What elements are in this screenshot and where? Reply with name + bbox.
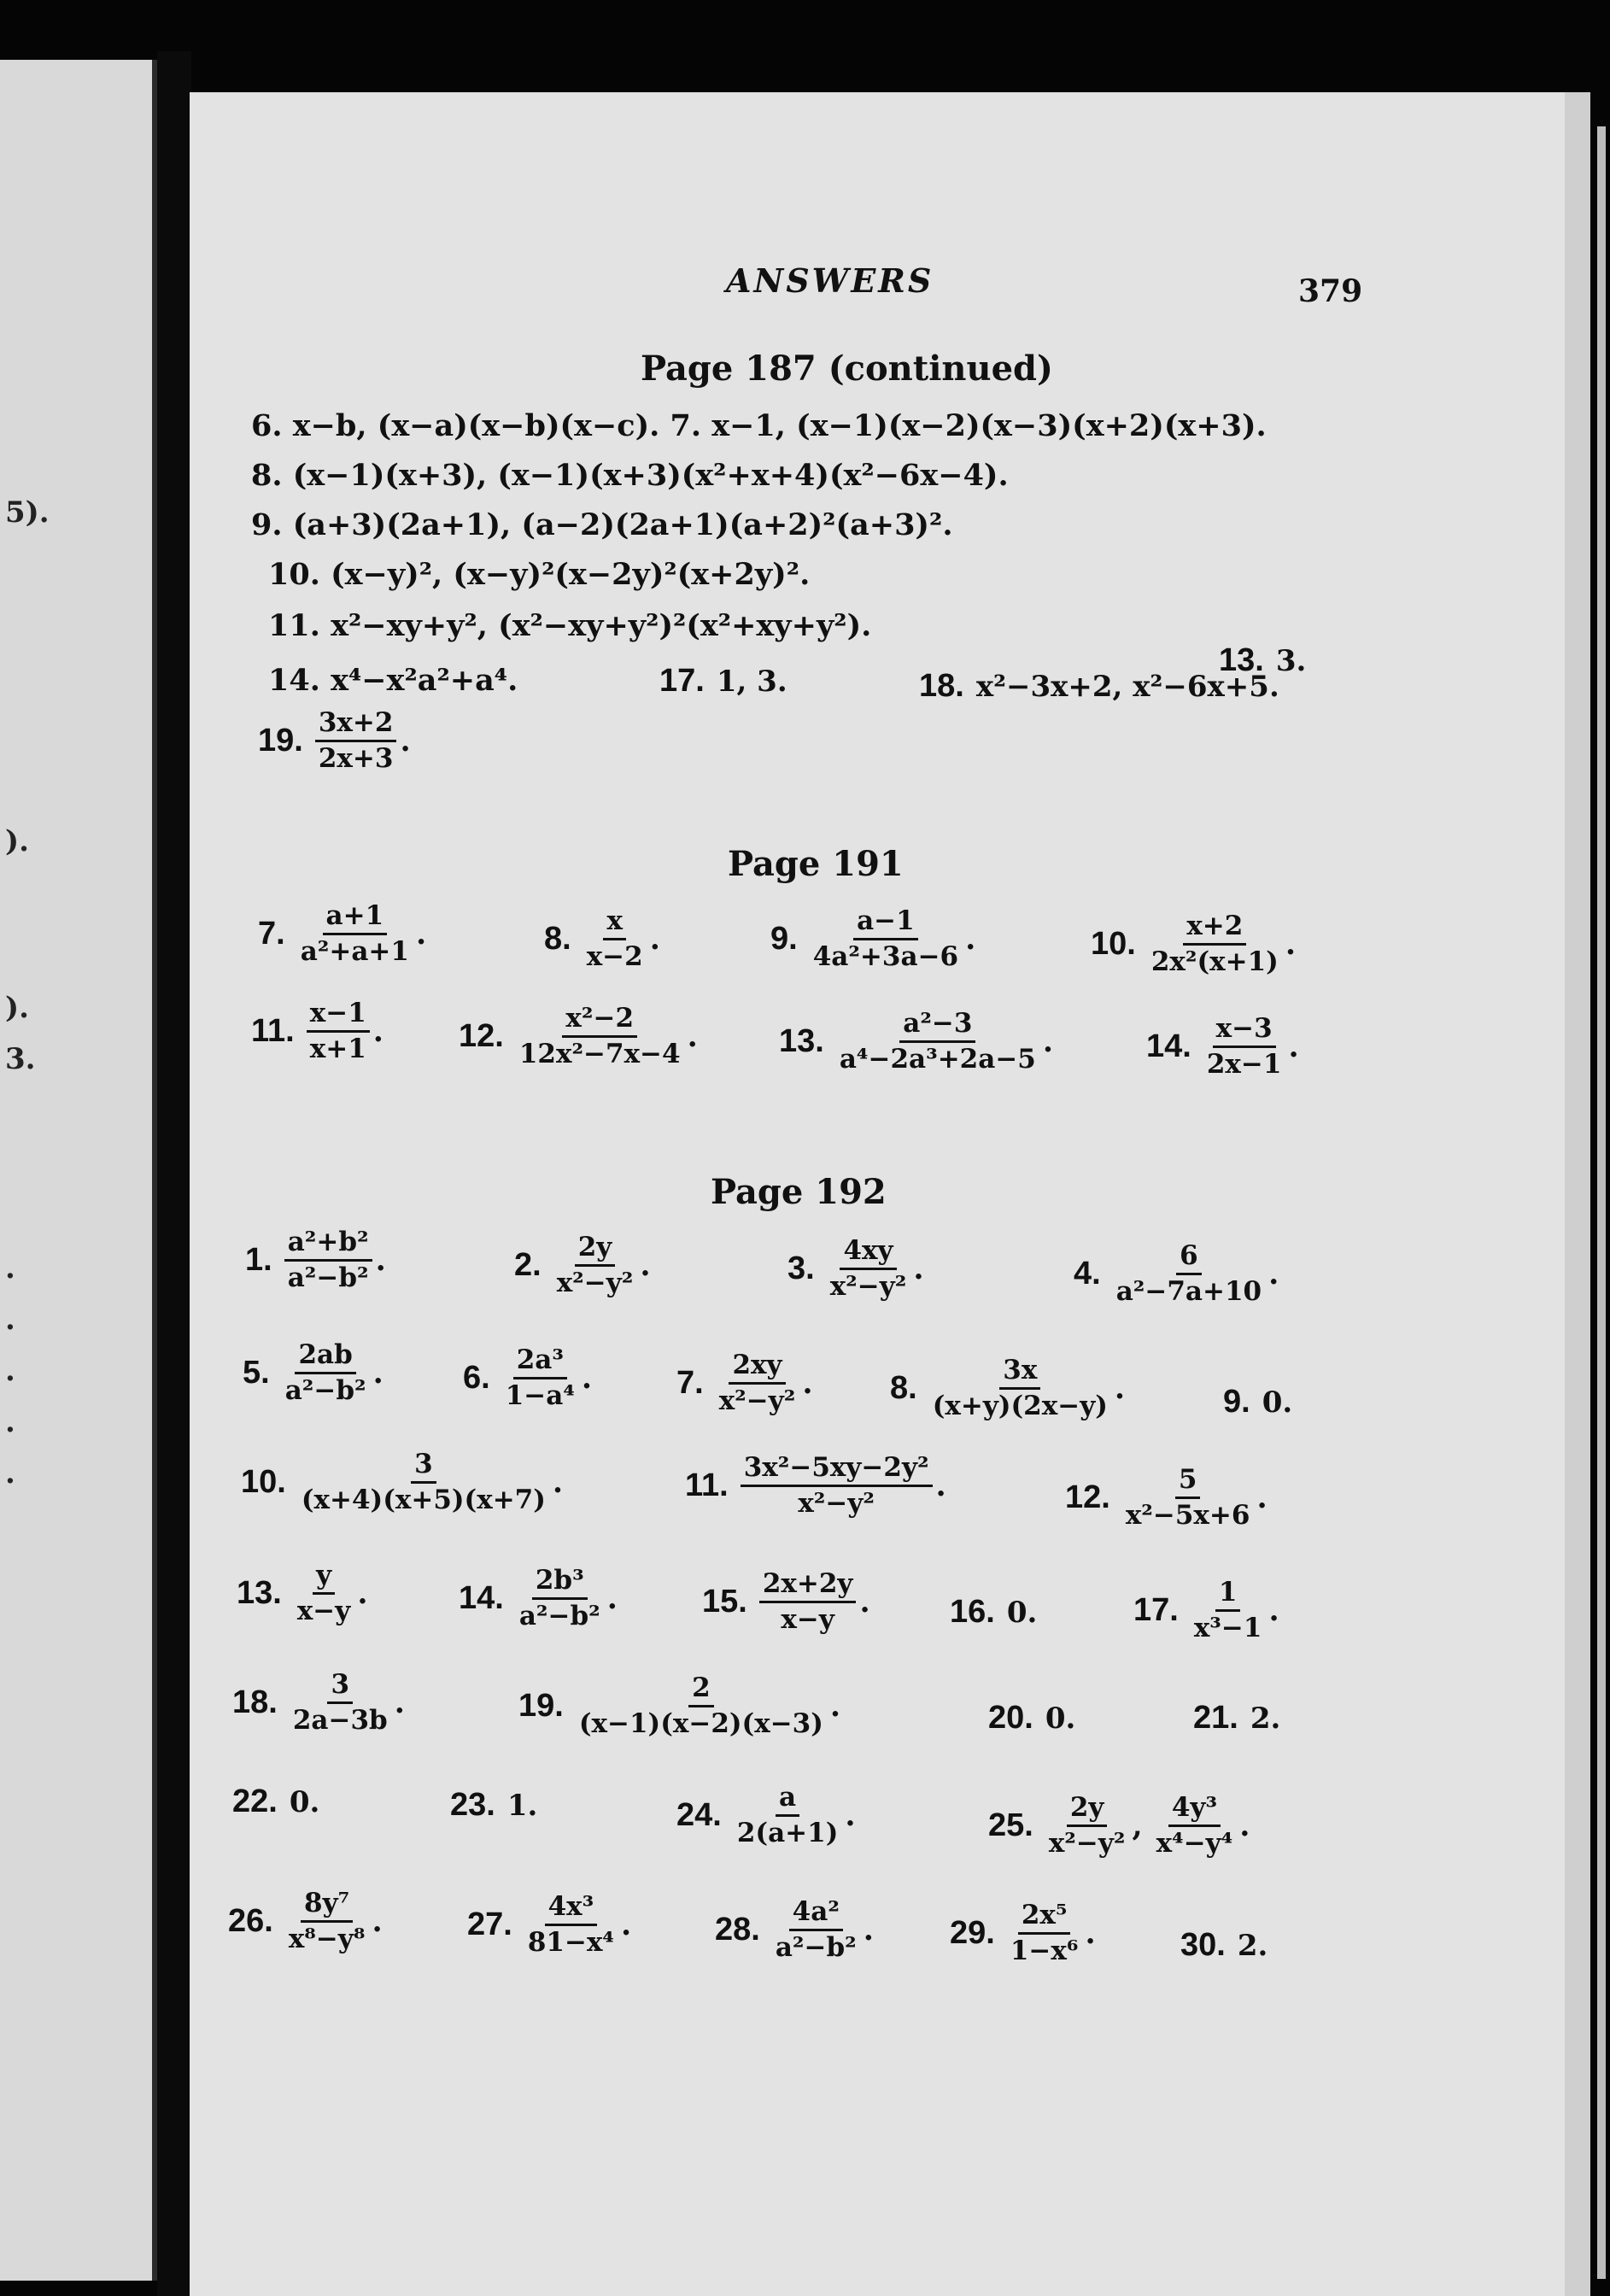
fraction xyxy=(294,1561,354,1625)
fraction xyxy=(1113,1242,1265,1305)
prev-fragment: . xyxy=(5,1456,15,1491)
fraction xyxy=(285,1889,369,1953)
numerator: 2y xyxy=(575,1233,616,1267)
answer-item xyxy=(988,1700,1075,1737)
item-number: 12. xyxy=(459,1017,504,1054)
fraction xyxy=(516,1567,604,1630)
item-number: 21. xyxy=(1193,1700,1238,1736)
item-value: 3. xyxy=(1275,643,1307,678)
answer-line: 11. x²−xy+y², (x²−xy+y²)²(x²+xy+y²). xyxy=(268,608,872,643)
item-number: 13. xyxy=(1219,642,1264,678)
item-number: 29. xyxy=(950,1914,995,1951)
answer-item: 3. $\frac{4xy}{\text{x²−y²}}$ . xyxy=(787,1235,924,1302)
numerator: 5 xyxy=(1175,1466,1201,1499)
item-number: 7. xyxy=(258,915,285,952)
item-number: 24. xyxy=(676,1796,722,1833)
denominator: 2(a+1) xyxy=(736,1817,839,1848)
item-number: 22. xyxy=(232,1784,278,1819)
answer-item: 11. $\frac{\text{3x²−5xy−2y²}}{\text{x²−y²}}$ . xyxy=(685,1452,946,1519)
section-heading-192: Page 192 xyxy=(711,1172,887,1212)
numerator: 2x+2y xyxy=(759,1570,857,1603)
numerator: 2y xyxy=(1067,1794,1108,1827)
prev-fragment: ). xyxy=(5,991,29,1025)
numerator: 6 xyxy=(1176,1242,1202,1275)
denominator: (x+4)(x+5)(x+7) xyxy=(301,1484,546,1515)
denominator: a²−b² xyxy=(518,1600,600,1631)
answer-item: 17. $\frac{1}{\text{x³−1}}$ . xyxy=(1133,1577,1279,1643)
numerator: 2xy xyxy=(729,1351,785,1385)
item-value: 0. xyxy=(1006,1595,1038,1630)
denominator: a²+a+1 xyxy=(300,935,409,967)
answer-item: 10. $\frac{x+2}{\text{2x²(x+1)}}$ . xyxy=(1091,911,1297,977)
denominator: 2x²(x+1) xyxy=(1150,946,1279,977)
item-number: 26. xyxy=(228,1902,273,1939)
answer-item: 13. $\frac{\text{a²−3}}{\text{a⁴−2a³+2a−5}}$ . xyxy=(779,1008,1054,1075)
section-heading-187: Page 187 (continued) xyxy=(641,348,1053,389)
item-number: 12. xyxy=(1065,1479,1110,1515)
item-number: 18. xyxy=(919,668,964,704)
denominator: x²−y² xyxy=(798,1487,875,1519)
book-gutter xyxy=(157,51,191,2296)
numerator: x−1 xyxy=(307,999,370,1033)
numerator: x²−2 xyxy=(562,1004,637,1038)
item-value: 1. xyxy=(506,1788,538,1823)
item-number: 17. xyxy=(1133,1591,1179,1628)
denominator: a⁴−2a³+2a−5 xyxy=(839,1043,1036,1075)
item-number: 13. xyxy=(237,1574,282,1611)
prev-fragment: ). xyxy=(5,824,29,858)
answer-item: 12. $\frac{\text{x²−2}}{\text{12x²−7x−4}}$ . xyxy=(459,1003,698,1069)
fraction xyxy=(502,1346,578,1409)
answer-item: 26. $\frac{\text{8y⁷}}{\text{x⁸−y⁸}}$ . xyxy=(228,1888,383,1954)
answer-item xyxy=(1193,1700,1280,1737)
fraction xyxy=(516,1004,684,1068)
answer-line: 9. (a+3)(2a+1), (a−2)(2a+1)(a+2)²(a+3)². xyxy=(251,507,953,542)
page-edge xyxy=(1597,126,1606,2279)
denominator: x−2 xyxy=(586,940,643,972)
fraction xyxy=(716,1351,799,1414)
answer-item: 19. $\frac{3x+2}{2x+3}$ . xyxy=(258,707,411,774)
numerator: 2 xyxy=(688,1674,714,1707)
prev-fragment: 5). xyxy=(5,495,50,530)
prev-fragment: . xyxy=(5,1303,15,1337)
answer-line: 8. (x−1)(x+3), (x−1)(x+3)(x²+x+4)(x²−6x−4). xyxy=(251,458,1009,493)
numerator: x−3 xyxy=(1213,1015,1276,1048)
fraction xyxy=(284,1228,372,1292)
prev-fragment: . xyxy=(5,1405,15,1439)
numerator: 4a² xyxy=(789,1898,843,1931)
fraction xyxy=(1153,1794,1237,1857)
item-number: 19. xyxy=(518,1687,564,1724)
fraction xyxy=(759,1570,857,1633)
item-number: 10. xyxy=(1091,925,1136,962)
item-number: 6. xyxy=(463,1359,490,1396)
numerator: 2ab xyxy=(295,1341,355,1374)
denominator: (x+y)(2x−y) xyxy=(932,1390,1108,1421)
answer-item: 18. $\frac{3}{2a-3b}$ . xyxy=(232,1669,405,1736)
denominator: x+1 xyxy=(309,1033,366,1064)
denominator: 12x²−7x−4 xyxy=(518,1038,681,1069)
answer-item: 2. $\frac{2y}{\text{x²−y²}}$ . xyxy=(514,1232,651,1298)
answer-item: 29. $\frac{\text{2x⁵}}{\text{1−x⁶}}$ . xyxy=(950,1900,1096,1966)
answer-item xyxy=(1180,1927,1268,1964)
answer-item: 6. $\frac{\text{2a³}}{\text{1−a⁴}}$ . xyxy=(463,1344,593,1411)
item-number: 16. xyxy=(950,1594,995,1630)
fraction xyxy=(282,1341,370,1404)
answer-item xyxy=(450,1787,537,1824)
answer-item: 15. $\frac{2x+2y}{x-y}$ . xyxy=(702,1568,870,1635)
item-number: 7. xyxy=(676,1364,704,1401)
fraction xyxy=(1007,1901,1082,1965)
answer-item: 14. $\frac{x-3}{2x-1}$ . xyxy=(1146,1013,1299,1080)
numerator: 3x+2 xyxy=(315,709,397,742)
numerator: a xyxy=(776,1784,799,1817)
numerator: 3 xyxy=(411,1450,436,1484)
item-number: 9. xyxy=(770,920,798,957)
numerator: 4xy xyxy=(840,1237,896,1270)
denominator: x−y xyxy=(296,1595,351,1626)
denominator: x⁴−y⁴ xyxy=(1156,1827,1233,1859)
numerator: x+2 xyxy=(1183,912,1246,946)
item-number: 2. xyxy=(514,1246,542,1283)
answers-page xyxy=(190,92,1590,2296)
page-header-title: ANSWERS xyxy=(726,261,934,300)
item-value: 1, 3. xyxy=(716,664,787,699)
numerator: 1 xyxy=(1215,1578,1241,1612)
item-value: 0. xyxy=(289,1784,320,1819)
item-value: 2. xyxy=(1237,1928,1268,1963)
item-number: 8. xyxy=(544,920,571,957)
item-number: 20. xyxy=(988,1700,1033,1736)
denominator: x²−y² xyxy=(829,1270,907,1302)
numerator: a+1 xyxy=(323,902,388,935)
answer-item: 9. $\frac{a-1}{\text{4a²+3a−6}}$ . xyxy=(770,905,976,972)
fraction xyxy=(810,907,962,970)
item-number: 15. xyxy=(702,1583,747,1620)
item-value: 0. xyxy=(1045,1701,1076,1736)
previous-page-edge xyxy=(0,60,157,2281)
fraction xyxy=(734,1784,842,1847)
denominator: (x−1)(x−2)(x−3) xyxy=(578,1707,823,1739)
denominator: x²−5x+6 xyxy=(1125,1499,1250,1531)
answer-item: 4. $\frac{6}{\text{a²−7a+10}}$ . xyxy=(1074,1240,1279,1307)
item-number: 27. xyxy=(467,1906,512,1942)
answer-item: 19. $\frac{2}{(x-1)(x-2)(x-3)}$ . xyxy=(518,1672,841,1739)
fraction xyxy=(772,1898,860,1961)
denominator: 81−x⁴ xyxy=(527,1926,615,1958)
denominator: a²−7a+10 xyxy=(1115,1275,1262,1307)
item-number: 14. xyxy=(459,1579,504,1616)
item-number: 3. xyxy=(787,1250,815,1286)
answer-item: 7. $\frac{a+1}{\text{a²+a+1}}$ . xyxy=(258,900,427,967)
fraction xyxy=(307,999,370,1063)
item-number: 8. xyxy=(890,1369,917,1406)
denominator: x²−y² xyxy=(556,1267,634,1298)
numerator: 2x⁵ xyxy=(1018,1901,1071,1935)
item-number: 13. xyxy=(779,1022,824,1059)
item-number: 19. xyxy=(258,722,303,758)
fraction xyxy=(741,1454,933,1517)
denominator: 2x−1 xyxy=(1206,1048,1282,1080)
denominator: x²−y² xyxy=(718,1385,796,1416)
numerator: x xyxy=(603,907,625,940)
answer-item: 1. $\frac{\text{a²+b²}}{\text{a²−b²}}$ . xyxy=(245,1227,386,1293)
item-number: 5. xyxy=(243,1354,270,1391)
answer-line: 6. x−b, (x−a)(x−b)(x−c). 7. x−1, (x−1)(x−2)(x−3)(x+2)(x+3). xyxy=(251,408,1267,443)
numerator: 8y⁷ xyxy=(301,1889,353,1923)
answer-item: 27. $\frac{\text{4x³}}{\text{81−x⁴}}$ . xyxy=(467,1891,632,1958)
fraction xyxy=(1148,912,1282,975)
item-number: 30. xyxy=(1180,1927,1226,1963)
denominator: a²−b² xyxy=(284,1374,366,1406)
fraction xyxy=(827,1237,910,1300)
denominator: 2x+3 xyxy=(318,742,394,774)
fraction xyxy=(836,1010,1039,1073)
answer-item: 10. $\frac{3}{(x+4)(x+5)(x+7)}$ . xyxy=(241,1449,564,1515)
answer-item: 5. $\frac{2ab}{\text{a²−b²}}$ . xyxy=(243,1339,383,1406)
numerator: 4x³ xyxy=(545,1893,598,1926)
answer-item: 14. $\frac{\text{2b³}}{\text{a²−b²}}$ . xyxy=(459,1565,618,1631)
fraction xyxy=(524,1893,618,1956)
numerator: 3 xyxy=(327,1671,353,1704)
item-value: 2. xyxy=(1250,1701,1281,1736)
item-number: 4. xyxy=(1074,1255,1101,1292)
section-heading-191: Page 191 xyxy=(728,844,904,884)
answer-item: 13. $\frac{y}{x-y}$ . xyxy=(237,1560,368,1626)
prev-fragment: . xyxy=(5,1251,15,1286)
denominator: x³−1 xyxy=(1193,1612,1262,1643)
denominator: x−y xyxy=(781,1603,834,1635)
fraction xyxy=(297,902,413,965)
answer-item xyxy=(232,1784,319,1820)
item-number: 17. xyxy=(659,663,705,699)
fraction xyxy=(576,1674,827,1737)
fraction xyxy=(315,709,397,772)
fraction xyxy=(1122,1466,1254,1529)
answer-item: 28. $\frac{\text{4a²}}{\text{a²−b²}}$ . xyxy=(715,1896,874,1963)
answer-item xyxy=(659,663,787,700)
item-value: x²−3x+2, x²−6x+5. xyxy=(975,669,1279,704)
item-number: 14. xyxy=(1146,1028,1191,1064)
answer-item: 8. $\frac{x}{x-2}$ . xyxy=(544,905,660,972)
fraction xyxy=(1203,1015,1285,1078)
answer-item xyxy=(950,1594,1037,1631)
answer-item xyxy=(919,668,1279,705)
numerator: 3x²−5xy−2y² xyxy=(741,1454,933,1487)
fraction xyxy=(298,1450,549,1514)
fraction xyxy=(290,1671,391,1734)
answer-line: 10. (x−y)², (x−y)²(x−2y)²(x+2y)². xyxy=(268,557,811,592)
item-number: 1. xyxy=(245,1241,272,1278)
fraction xyxy=(1045,1794,1129,1857)
numerator: y xyxy=(313,1561,335,1595)
denominator: a²−b² xyxy=(775,1931,857,1963)
item-number: 25. xyxy=(988,1807,1033,1843)
fraction xyxy=(583,907,647,970)
answer-line: 14. x⁴−x²a²+a⁴. xyxy=(268,663,518,698)
answer-item: 24. $\frac{a}{2(a+1)}$ . xyxy=(676,1782,856,1848)
answer-item: 8. $\frac{3x}{(x+y)(2x-y)}$ . xyxy=(890,1355,1126,1421)
denominator: x²−y² xyxy=(1048,1827,1126,1859)
item-number: 11. xyxy=(251,1012,295,1049)
item-number: 28. xyxy=(715,1911,760,1948)
denominator: 1−x⁶ xyxy=(1010,1935,1079,1966)
numerator: 3x xyxy=(999,1356,1040,1390)
item-number: 11. xyxy=(685,1467,729,1503)
prev-fragment: 3. xyxy=(5,1042,36,1076)
page-number: 379 xyxy=(1298,273,1363,309)
answer-item: 25. $\frac{2y}{\text{x²−y²}}$ , $\frac{\text{4y³}}{\text{x⁴−y⁴}}$ . xyxy=(988,1792,1250,1859)
item-number: 9. xyxy=(1223,1384,1250,1420)
answer-item: 7. $\frac{2xy}{\text{x²−y²}}$ . xyxy=(676,1350,813,1416)
fraction xyxy=(1191,1578,1266,1642)
answer-item: 12. $\frac{5}{\text{x²−5x+6}}$ . xyxy=(1065,1464,1268,1531)
item-value: 0. xyxy=(1262,1385,1293,1420)
denominator: 4a²+3a−6 xyxy=(812,940,959,972)
item-number: 23. xyxy=(450,1787,495,1823)
prev-fragment: . xyxy=(5,1354,15,1388)
denominator: a²−b² xyxy=(287,1262,369,1293)
numerator: a−1 xyxy=(853,907,918,940)
numerator: a²−3 xyxy=(899,1010,975,1043)
numerator: 2b³ xyxy=(532,1567,588,1600)
denominator: 2a−3b xyxy=(292,1704,388,1736)
numerator: 2a³ xyxy=(513,1346,567,1379)
answer-item: 11. $\frac{x-1}{x+1}$ . xyxy=(251,998,383,1064)
item-number: 10. xyxy=(241,1463,286,1500)
fraction xyxy=(929,1356,1111,1420)
numerator: 4y³ xyxy=(1168,1794,1221,1827)
fraction xyxy=(553,1233,637,1297)
numerator: a²+b² xyxy=(284,1228,372,1262)
answer-item xyxy=(1223,1384,1292,1420)
item-number: 18. xyxy=(232,1684,278,1720)
denominator: 1−a⁴ xyxy=(505,1379,575,1411)
denominator: x⁸−y⁸ xyxy=(288,1923,366,1954)
